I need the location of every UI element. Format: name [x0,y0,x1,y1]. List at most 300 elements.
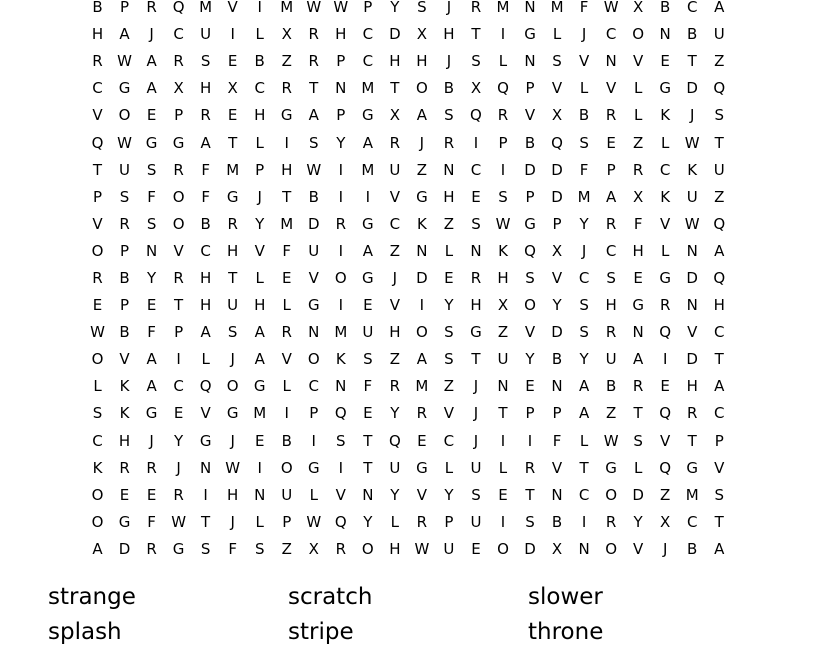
grid-letter[interactable]: Q [388,431,401,450]
grid-letter[interactable]: P [174,106,184,125]
grid-letter[interactable]: P [444,512,454,531]
grid-letter[interactable]: E [227,106,238,125]
grid-letter[interactable]: B [254,52,265,71]
grid-letter[interactable]: M [334,323,348,342]
grid-letter[interactable]: C [659,160,671,179]
grid-letter[interactable]: G [172,539,185,558]
grid-letter[interactable]: Q [334,404,347,423]
grid-letter[interactable]: H [254,106,266,125]
grid-letter[interactable]: L [633,106,643,125]
grid-letter[interactable]: E [444,268,454,287]
grid-letter[interactable]: O [91,241,104,260]
grid-letter[interactable]: R [146,0,157,17]
grid-letter[interactable]: S [200,52,211,71]
grid-letter[interactable]: W [495,214,511,233]
grid-letter[interactable]: G [416,458,428,477]
grid-letter[interactable]: S [146,160,157,179]
grid-letter[interactable]: K [660,106,671,125]
grid-letter[interactable]: O [605,539,618,558]
grid-letter[interactable]: C [605,241,617,260]
grid-letter[interactable]: X [389,106,400,125]
grid-letter[interactable]: R [92,268,103,287]
grid-letter[interactable]: P [92,187,103,206]
grid-letter[interactable]: X [551,539,563,558]
grid-letter[interactable]: I [176,350,181,369]
grid-letter[interactable]: L [255,25,264,44]
grid-letter[interactable]: F [147,323,156,342]
grid-letter[interactable]: C [308,377,319,396]
grid-letter[interactable]: S [525,512,535,531]
grid-letter[interactable]: Z [389,350,400,369]
grid-letter[interactable]: G [307,296,320,315]
grid-letter[interactable]: C [470,160,482,179]
grid-letter[interactable]: O [307,350,320,369]
grid-letter[interactable]: L [579,79,589,98]
grid-letter[interactable]: T [201,512,211,531]
grid-letter[interactable]: L [390,512,400,531]
grid-letter[interactable]: R [470,268,482,287]
grid-letter[interactable]: B [119,323,130,342]
grid-letter[interactable]: R [200,106,211,125]
grid-letter[interactable]: I [338,160,344,179]
grid-letter[interactable]: V [335,485,346,504]
grid-letter[interactable]: E [525,377,535,396]
grid-letter[interactable]: R [308,52,319,71]
grid-letter[interactable]: E [254,431,265,450]
grid-letter[interactable]: B [578,106,590,125]
grid-letter[interactable]: E [363,296,373,315]
grid-letter[interactable]: J [473,377,479,396]
grid-letter[interactable]: Y [174,431,184,450]
grid-letter[interactable]: P [498,133,508,152]
grid-letter[interactable]: P [525,404,535,423]
grid-letter[interactable]: V [551,268,563,287]
grid-letter[interactable]: S [471,52,481,71]
grid-letter[interactable]: K [335,350,346,369]
grid-letter[interactable]: M [685,485,699,504]
grid-letter[interactable]: E [92,296,103,315]
grid-letter[interactable]: T [498,404,508,423]
grid-letter[interactable]: W [225,458,241,477]
grid-letter[interactable]: Q [659,458,672,477]
grid-letter[interactable]: O [226,377,239,396]
grid-letter[interactable]: I [500,160,506,179]
grid-letter[interactable]: I [527,431,533,450]
grid-letter[interactable]: I [419,296,425,315]
grid-letter[interactable]: L [660,241,670,260]
grid-letter[interactable]: S [92,404,103,423]
grid-letter[interactable]: N [308,323,320,342]
grid-letter[interactable]: M [496,0,510,17]
grid-letter[interactable]: F [147,512,156,531]
grid-letter[interactable]: Q [334,512,347,531]
grid-letter[interactable]: C [578,268,590,287]
grid-letter[interactable]: A [605,187,617,206]
grid-letter[interactable]: T [363,431,373,450]
grid-letter[interactable]: R [389,133,401,152]
grid-letter[interactable]: P [336,106,346,125]
grid-letter[interactable]: A [146,377,157,396]
grid-letter[interactable]: J [581,241,587,260]
grid-letter[interactable]: I [284,133,289,152]
grid-letter[interactable]: W [117,133,132,152]
grid-letter[interactable]: Y [255,214,265,233]
grid-letter[interactable]: G [524,214,536,233]
grid-letter[interactable]: J [446,0,452,17]
grid-letter[interactable]: Y [336,133,346,152]
grid-letter[interactable]: Z [389,241,400,260]
grid-letter[interactable]: G [145,133,158,152]
grid-letter[interactable]: D [551,323,563,342]
grid-letter[interactable]: S [471,485,481,504]
grid-letter[interactable]: X [551,106,563,125]
grid-letter[interactable]: Z [416,160,428,179]
grid-letter[interactable]: L [255,512,264,531]
grid-letter[interactable]: R [92,52,103,71]
grid-letter[interactable]: E [173,404,184,423]
grid-letter[interactable]: F [552,431,562,450]
grid-letter[interactable]: O [605,485,618,504]
grid-letter[interactable]: W [414,539,430,558]
grid-letter[interactable]: D [524,539,536,558]
grid-letter[interactable]: N [551,485,563,504]
grid-letter[interactable]: J [689,106,695,125]
grid-letter[interactable]: N [145,241,158,260]
grid-letter[interactable]: B [687,539,698,558]
grid-letter[interactable]: A [308,106,319,125]
grid-letter[interactable]: H [227,485,239,504]
grid-letter[interactable]: O [524,296,536,315]
grid-letter[interactable]: T [714,133,724,152]
grid-letter[interactable]: M [253,404,267,423]
grid-letter[interactable]: Q [172,0,185,17]
grid-letter[interactable]: W [306,0,322,17]
grid-letter[interactable]: I [338,296,344,315]
grid-letter[interactable]: T [228,268,238,287]
grid-letter[interactable]: S [444,106,454,125]
grid-letter[interactable]: G [226,187,239,206]
grid-letter[interactable]: L [255,268,264,287]
grid-letter[interactable]: H [416,52,428,71]
grid-letter[interactable]: Q [713,268,726,287]
grid-letter[interactable]: S [444,323,454,342]
grid-letter[interactable]: T [525,485,535,504]
grid-letter[interactable]: F [363,377,373,396]
grid-letter[interactable]: A [119,25,130,44]
grid-letter[interactable]: B [687,25,698,44]
grid-letter[interactable]: S [119,187,130,206]
grid-letter[interactable]: E [606,133,616,152]
grid-letter[interactable]: R [173,485,184,504]
grid-letter[interactable]: M [199,0,213,17]
grid-letter[interactable]: S [579,133,589,152]
grid-letter[interactable]: H [281,160,293,179]
grid-letter[interactable]: H [91,25,104,44]
grid-letter[interactable]: I [311,431,316,450]
grid-letter[interactable]: R [605,214,617,233]
grid-letter[interactable]: R [470,0,482,17]
grid-letter[interactable]: V [389,296,400,315]
grid-letter[interactable]: V [443,404,455,423]
grid-letter[interactable]: O [632,25,645,44]
grid-letter[interactable]: N [200,458,212,477]
grid-letter[interactable]: S [336,431,346,450]
grid-letter[interactable]: O [497,539,509,558]
grid-letter[interactable]: O [91,512,104,531]
grid-letter[interactable]: V [551,458,563,477]
grid-letter[interactable]: Y [390,485,400,504]
grid-letter[interactable]: I [338,241,344,260]
grid-letter[interactable]: Y [390,404,400,423]
grid-letter[interactable]: V [660,214,671,233]
grid-letter[interactable]: H [497,268,509,287]
grid-letter[interactable]: E [119,485,130,504]
grid-letter[interactable]: D [118,539,131,558]
grid-letter[interactable]: H [389,52,401,71]
grid-letter[interactable]: P [552,214,562,233]
grid-letter[interactable]: M [280,214,294,233]
grid-letter[interactable]: V [254,241,265,260]
grid-letter[interactable]: D [686,268,698,287]
grid-letter[interactable]: Q [659,404,672,423]
grid-letter[interactable]: D [524,160,536,179]
grid-letter[interactable]: S [525,268,535,287]
grid-letter[interactable]: T [579,458,589,477]
grid-letter[interactable]: M [361,79,375,98]
grid-letter[interactable]: R [632,377,644,396]
grid-letter[interactable]: F [228,539,237,558]
grid-letter[interactable]: E [146,485,157,504]
grid-letter[interactable]: S [227,323,238,342]
grid-letter[interactable]: H [254,296,266,315]
grid-letter[interactable]: H [335,25,347,44]
grid-letter[interactable]: V [578,52,590,71]
grid-letter[interactable]: R [335,214,347,233]
grid-letter[interactable]: Q [713,214,726,233]
grid-letter[interactable]: L [93,377,102,396]
grid-letter[interactable]: K [119,404,130,423]
grid-letter[interactable]: X [497,296,509,315]
grid-letter[interactable]: V [416,485,428,504]
grid-letter[interactable]: I [338,458,344,477]
grid-letter[interactable]: C [254,79,265,98]
grid-letter[interactable]: E [633,268,643,287]
grid-letter[interactable]: V [308,268,319,287]
grid-letter[interactable]: T [309,79,319,98]
grid-letter[interactable]: G [416,187,428,206]
grid-letter[interactable]: H [118,431,131,450]
grid-letter[interactable]: Y [579,214,589,233]
grid-letter[interactable]: S [633,431,643,450]
grid-letter[interactable]: U [443,539,455,558]
grid-letter[interactable]: D [551,160,563,179]
grid-letter[interactable]: J [230,431,235,450]
grid-letter[interactable]: U [389,458,401,477]
grid-letter[interactable]: B [200,214,211,233]
grid-letter[interactable]: T [714,512,724,531]
grid-letter[interactable]: G [118,512,131,531]
grid-letter[interactable]: U [470,512,482,531]
grid-letter[interactable]: J [149,431,154,450]
grid-letter[interactable]: Q [659,323,672,342]
grid-letter[interactable]: L [444,458,454,477]
grid-letter[interactable]: J [473,404,479,423]
grid-letter[interactable]: Y [579,350,589,369]
grid-letter[interactable]: L [633,79,643,98]
grid-letter[interactable]: E [660,52,670,71]
grid-letter[interactable]: F [579,0,589,17]
grid-letter[interactable]: S [254,539,265,558]
grid-letter[interactable]: K [92,458,103,477]
grid-letter[interactable]: A [416,106,428,125]
grid-letter[interactable]: I [257,458,262,477]
grid-letter[interactable]: C [578,485,590,504]
grid-letter[interactable]: E [471,539,481,558]
grid-letter[interactable]: O [280,458,293,477]
grid-letter[interactable]: H [389,539,401,558]
grid-letter[interactable]: V [92,106,103,125]
grid-letter[interactable]: A [578,377,590,396]
grid-letter[interactable]: U [308,241,320,260]
grid-letter[interactable]: R [659,296,671,315]
grid-letter[interactable]: L [498,52,508,71]
grid-letter[interactable]: A [416,350,428,369]
grid-letter[interactable]: K [416,214,427,233]
grid-letter[interactable]: P [363,0,373,17]
grid-letter[interactable]: C [173,377,184,396]
grid-letter[interactable]: R [632,160,644,179]
grid-letter[interactable]: G [470,323,482,342]
grid-letter[interactable]: W [603,0,619,17]
grid-letter[interactable]: Y [444,485,454,504]
grid-letter[interactable]: E [498,485,508,504]
grid-letter[interactable]: Q [91,133,104,152]
grid-letter[interactable]: G [362,268,374,287]
grid-letter[interactable]: A [92,539,103,558]
grid-letter[interactable]: G [524,25,536,44]
grid-letter[interactable]: T [174,296,184,315]
grid-letter[interactable]: N [254,485,266,504]
grid-letter[interactable]: C [362,25,374,44]
grid-letter[interactable]: R [605,106,617,125]
grid-letter[interactable]: T [687,52,697,71]
grid-letter[interactable]: S [146,214,157,233]
grid-letter[interactable]: N [686,241,698,260]
grid-letter[interactable]: X [308,539,319,558]
grid-letter[interactable]: A [714,241,725,260]
grid-letter[interactable]: L [633,458,643,477]
grid-letter[interactable]: S [714,106,724,125]
grid-letter[interactable]: Z [660,485,671,504]
grid-letter[interactable]: G [199,431,212,450]
grid-letter[interactable]: Y [552,296,562,315]
grid-letter[interactable]: E [227,52,238,71]
grid-letter[interactable]: K [687,160,698,179]
grid-letter[interactable]: R [281,79,292,98]
grid-letter[interactable]: T [633,404,643,423]
grid-letter[interactable]: H [227,241,239,260]
grid-letter[interactable]: R [605,512,617,531]
grid-letter[interactable]: C [173,25,184,44]
grid-letter[interactable]: S [363,350,373,369]
grid-letter[interactable]: Y [525,350,535,369]
grid-letter[interactable]: S [444,350,454,369]
grid-letter[interactable]: P [606,160,616,179]
grid-letter[interactable]: E [471,187,481,206]
grid-letter[interactable]: N [470,241,482,260]
grid-letter[interactable]: T [363,458,373,477]
grid-letter[interactable]: A [146,350,157,369]
grid-letter[interactable]: V [200,404,211,423]
grid-letter[interactable]: X [470,79,482,98]
grid-letter[interactable]: Z [497,323,509,342]
grid-letter[interactable]: V [714,458,725,477]
grid-letter[interactable]: B [119,268,130,287]
grid-letter[interactable]: N [686,296,698,315]
grid-letter[interactable]: Q [199,377,212,396]
grid-letter[interactable]: Z [443,214,455,233]
grid-letter[interactable]: L [255,133,264,152]
grid-letter[interactable]: A [146,79,157,98]
grid-letter[interactable]: J [392,268,398,287]
grid-letter[interactable]: N [551,377,563,396]
grid-letter[interactable]: I [473,133,479,152]
grid-letter[interactable]: Q [497,79,509,98]
grid-letter[interactable]: W [117,52,132,71]
grid-letter[interactable]: M [550,0,564,17]
grid-letter[interactable]: M [415,377,429,396]
grid-letter[interactable]: C [443,431,455,450]
grid-letter[interactable]: W [684,133,700,152]
grid-letter[interactable]: Q [524,241,536,260]
grid-letter[interactable]: H [686,377,698,396]
grid-letter[interactable]: I [581,512,587,531]
grid-letter[interactable]: S [579,323,589,342]
grid-letter[interactable]: I [365,187,371,206]
grid-letter[interactable]: O [334,268,347,287]
grid-letter[interactable]: O [91,350,104,369]
grid-letter[interactable]: M [577,187,591,206]
grid-letter[interactable]: I [203,485,208,504]
grid-letter[interactable]: C [605,25,617,44]
grid-letter[interactable]: N [524,0,536,17]
grid-letter[interactable]: G [172,133,185,152]
grid-letter[interactable]: J [149,25,154,44]
grid-letter[interactable]: C [713,323,725,342]
grid-letter[interactable]: V [633,52,644,71]
grid-letter[interactable]: A [200,323,211,342]
grid-letter[interactable]: V [119,350,130,369]
grid-letter[interactable]: J [662,539,668,558]
grid-letter[interactable]: W [306,160,322,179]
grid-letter[interactable]: S [200,539,211,558]
grid-letter[interactable]: H [389,323,401,342]
grid-letter[interactable]: I [500,25,506,44]
grid-letter[interactable]: N [443,160,455,179]
grid-letter[interactable]: P [120,241,130,260]
grid-letter[interactable]: G [307,458,320,477]
grid-letter[interactable]: J [419,133,425,152]
grid-letter[interactable]: A [362,133,373,152]
grid-letter[interactable]: T [92,160,103,179]
grid-letter[interactable]: X [633,187,644,206]
grid-letter[interactable]: R [281,323,292,342]
grid-letter[interactable]: R [524,458,536,477]
grid-letter[interactable]: L [552,25,562,44]
grid-letter[interactable]: V [687,323,698,342]
grid-letter[interactable]: L [201,350,210,369]
grid-letter[interactable]: G [362,214,374,233]
